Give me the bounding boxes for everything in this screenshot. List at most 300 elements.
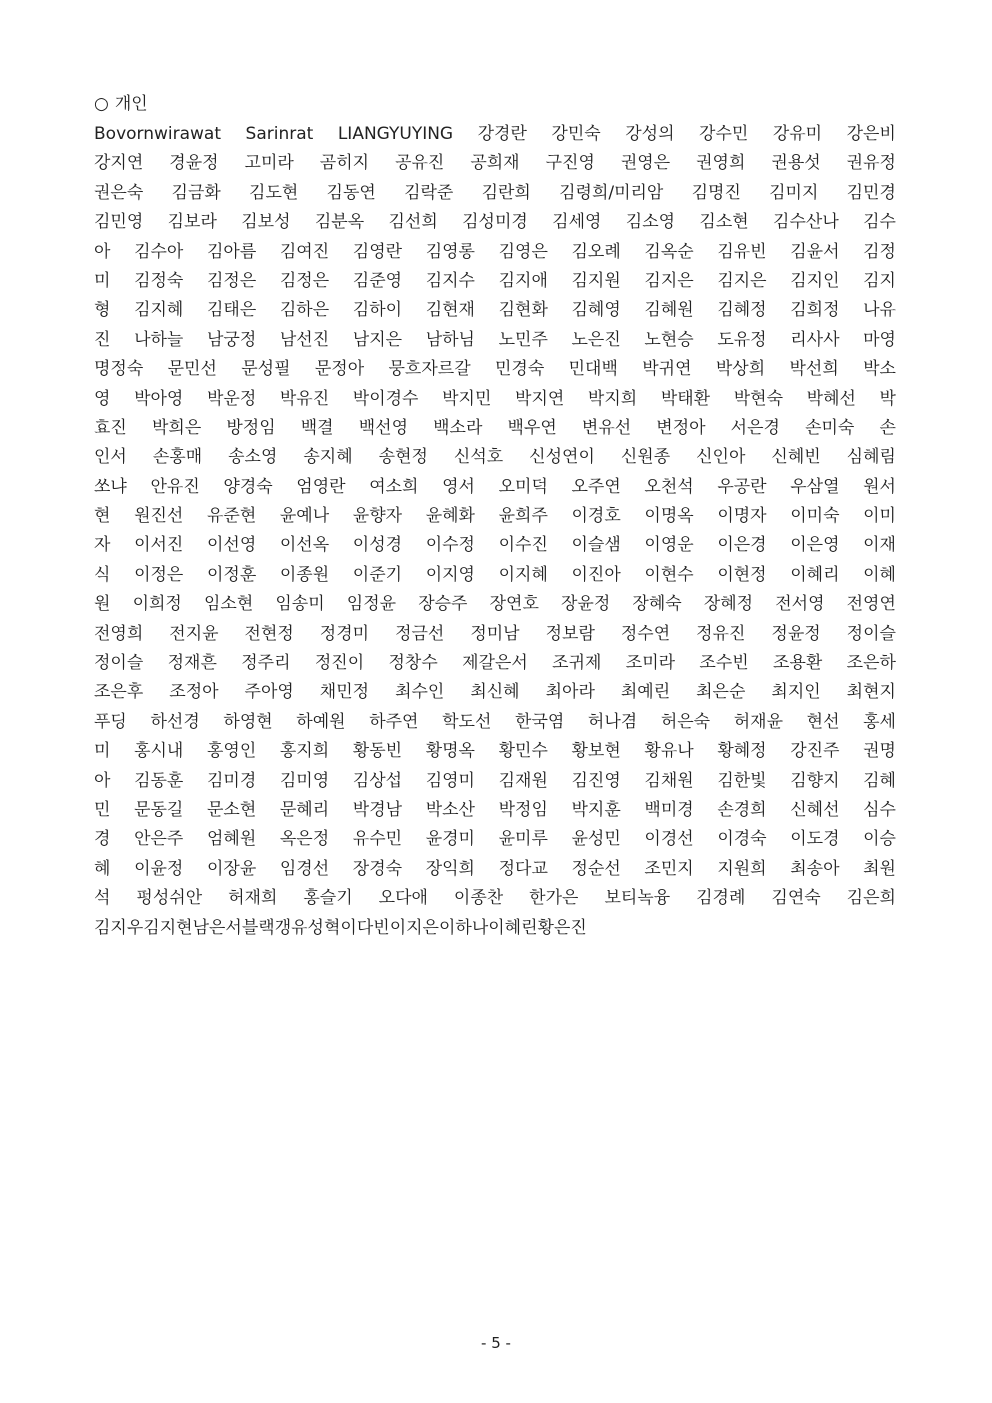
name-entry: 나유: [863, 300, 896, 321]
name-entry: 조용환: [773, 653, 823, 674]
name-entry: 김민경: [846, 182, 896, 203]
name-entry: 김도현: [249, 182, 299, 203]
name-entry: 윤혜화: [425, 506, 475, 527]
name-entry: 김지은: [644, 270, 694, 291]
name-entry: 김혜영: [571, 300, 621, 321]
name-entry: 이명옥: [644, 506, 694, 527]
name-entry: 윤희주: [498, 506, 548, 527]
name-entry: 이명자: [717, 506, 767, 527]
name-entry: 변유선: [581, 417, 632, 438]
name-entry: 허은숙: [660, 711, 711, 732]
name-entry: 우삼열: [790, 476, 840, 497]
name-entry: 미: [94, 270, 111, 291]
name-entry: 남궁정: [206, 329, 257, 350]
name-list-line: [94, 825, 896, 854]
name-entry: 최송아: [790, 858, 840, 879]
name-entry: 주아영: [244, 682, 294, 703]
name-entry: 한가은: [529, 888, 579, 909]
name-list-line: [94, 767, 896, 796]
name-list-line: [94, 590, 896, 619]
name-entry: 손경희: [717, 799, 767, 820]
name-entry: 장익희: [425, 858, 475, 879]
name-entry: 이준기: [352, 564, 403, 585]
name-entry: 옥은정: [279, 829, 330, 850]
name-entry: 이승: [863, 829, 896, 850]
name-entry: 조은후: [94, 682, 144, 703]
name-entry: 백우연: [507, 417, 557, 438]
name-entry: 장윤정: [561, 594, 611, 615]
name-entry: 권은숙: [94, 182, 144, 203]
name-entry: 남지은: [352, 329, 403, 350]
name-entry: 윤미루: [498, 829, 548, 850]
name-entry: 김선희: [388, 212, 438, 233]
name-entry: 김경례: [696, 888, 746, 909]
name-entry: 도유정: [717, 329, 767, 350]
name-entry: 박이경수: [352, 388, 419, 409]
name-entry: 권명: [863, 741, 896, 762]
name-entry: 황유나: [644, 741, 694, 762]
name-entry: 정보람: [545, 623, 595, 644]
name-entry: 김민영: [94, 212, 144, 233]
name-entry: 정미남: [470, 623, 520, 644]
name-entry: 이다빈: [340, 917, 390, 938]
circle-bullet-icon: ○: [94, 94, 109, 114]
name-entry: 노현승: [644, 329, 694, 350]
name-entry: 손미숙: [805, 417, 855, 438]
name-entry: 진: [94, 329, 111, 350]
name-entry: 김아름: [206, 241, 257, 262]
name-entry: 장연호: [489, 594, 539, 615]
name-entry: 학도선: [442, 711, 492, 732]
name-entry: 김수아: [134, 241, 184, 262]
name-entry: 이종찬: [453, 888, 504, 909]
name-entry: 송현정: [378, 447, 428, 468]
name-entry: 이재: [863, 535, 896, 556]
name-entry: 석: [94, 888, 111, 909]
name-entry: 이영운: [644, 535, 694, 556]
name-entry: Sarinrat: [245, 124, 314, 144]
name-entry: 김수: [863, 212, 896, 233]
name-entry: 황동빈: [352, 741, 403, 762]
name-entry: 블랙갱: [241, 917, 292, 938]
name-entry: 권용섯: [771, 153, 821, 174]
name-list-line: [94, 473, 896, 502]
name-entry: 이경숙: [717, 829, 767, 850]
name-entry: 임송미: [275, 594, 325, 615]
name-entry: 강진주: [790, 741, 840, 762]
name-entry: 민경숙: [494, 359, 545, 380]
name-entry: 공희재: [470, 153, 520, 174]
name-entry: 전현정: [244, 623, 294, 644]
name-entry: 안은주: [134, 829, 184, 850]
name-entry: 조수빈: [699, 653, 749, 674]
name-entry: 김오례: [571, 241, 621, 262]
name-entry: 이장윤: [206, 858, 257, 879]
name-entry: 김진영: [571, 770, 621, 791]
name-entry: 문민선: [167, 359, 217, 380]
name-entry: 이정훈: [206, 564, 257, 585]
name-entry: 장혜숙: [632, 594, 682, 615]
name-entry: 정이슬: [94, 653, 144, 674]
name-list-line: [94, 914, 896, 943]
name-entry: 조미라: [625, 653, 676, 674]
name-entry: 변정아: [656, 417, 706, 438]
name-entry: 안유진: [150, 476, 200, 497]
name-entry: 마영: [863, 329, 896, 350]
name-entry: 조귀제: [552, 653, 602, 674]
name-entry: 장혜정: [703, 594, 754, 615]
name-entry: 효진: [94, 417, 127, 438]
name-entry: 권영희: [696, 153, 746, 174]
name-list-line: [94, 737, 896, 766]
name-entry: 김지현: [143, 917, 193, 938]
name-entry: 서은경: [730, 417, 780, 438]
name-entry: 리사사: [790, 329, 840, 350]
name-entry: 채민정: [319, 682, 370, 703]
name-entry: 박아영: [134, 388, 184, 409]
name-entry: 전지윤: [169, 623, 219, 644]
name-entry: 원진선: [134, 506, 184, 527]
name-entry: 신원종: [620, 447, 671, 468]
name-entry: 구진영: [545, 153, 595, 174]
name-entry: 김수산나: [773, 212, 839, 233]
name-entry: 홍세: [863, 711, 896, 732]
name-entry: 박지희: [587, 388, 638, 409]
name-entry: 이선옥: [279, 535, 330, 556]
name-entry: 김현화: [498, 300, 548, 321]
name-entry: 정주리: [241, 653, 291, 674]
name-entry: 송지혜: [303, 447, 353, 468]
name-entry: 강은비: [846, 124, 896, 144]
name-entry: 김준영: [352, 270, 403, 291]
name-entry: 김은희: [846, 888, 896, 909]
name-entry: 최현지: [846, 682, 896, 703]
name-entry: 영서: [442, 476, 475, 497]
name-entry: 허재희: [228, 888, 278, 909]
name-entry: 김분옥: [314, 212, 365, 233]
name-list-line: [94, 531, 896, 560]
name-entry: 허나겸: [587, 711, 638, 732]
name-entry: 영: [94, 388, 111, 409]
name-entry: 김지우: [94, 917, 144, 938]
name-entry: 이혜: [863, 564, 896, 585]
name-entry: 허재윤: [733, 711, 784, 732]
name-entry: 유성혁: [291, 917, 341, 938]
name-entry: 박선희: [789, 359, 839, 380]
name-list-line: [94, 149, 896, 178]
name-entry: 손: [879, 417, 896, 438]
name-entry: 고미라: [244, 153, 294, 174]
name-entry: 민: [94, 799, 111, 820]
name-entry: 현선: [806, 711, 840, 732]
name-entry: 정순선: [571, 858, 621, 879]
name-entry: 김란희: [481, 182, 531, 203]
name-entry: 김락준: [404, 182, 454, 203]
name-entry: 정금선: [395, 623, 445, 644]
name-entry: 하영현: [223, 711, 273, 732]
name-entry: 이미숙: [790, 506, 840, 527]
name-entry: 박지연: [515, 388, 565, 409]
name-entry: 노은진: [571, 329, 621, 350]
name-entry: 이성경: [352, 535, 403, 556]
name-entry: 명정숙: [94, 359, 144, 380]
name-entry: 황은진: [537, 917, 587, 938]
name-entry: 이은영: [790, 535, 840, 556]
name-entry: 김상섭: [352, 770, 403, 791]
name-entry: 임정윤: [346, 594, 397, 615]
name-entry: 정창수: [388, 653, 438, 674]
name-entry: 이선영: [206, 535, 257, 556]
name-entry: 김동훈: [134, 770, 184, 791]
name-entry: 이슬샘: [571, 535, 621, 556]
name-entry: 김보성: [241, 212, 291, 233]
name-entry: 이지영: [425, 564, 475, 585]
name-entry: 제갈은서: [462, 653, 528, 674]
name-entry: 김보라: [167, 212, 217, 233]
name-entry: 이도경: [790, 829, 840, 850]
name-entry: 김영은: [498, 241, 548, 262]
name-entry: 김세영: [552, 212, 602, 233]
name-entry: 홍영인: [206, 741, 257, 762]
name-entry: 김옥순: [644, 241, 694, 262]
name-list-line: [94, 884, 896, 913]
name-entry: 최원: [863, 858, 896, 879]
name-entry: 윤예나: [279, 506, 330, 527]
name-entry: 김지수: [425, 270, 475, 291]
name-entry: 김미경: [206, 770, 257, 791]
name-entry: 이수정: [425, 535, 475, 556]
name-list-line: [94, 120, 896, 149]
name-entry: 쏘냐: [94, 476, 127, 497]
name-entry: 이서진: [134, 535, 184, 556]
name-list-line: [94, 208, 896, 237]
name-entry: 백결: [300, 417, 334, 438]
name-entry: 정재흔: [167, 653, 217, 674]
name-list-line: [94, 267, 896, 296]
name-entry: 오천석: [644, 476, 694, 497]
name-entry: 이미: [863, 506, 896, 527]
name-entry: 김채원: [644, 770, 694, 791]
name-entry: 이경선: [644, 829, 694, 850]
name-entry: 최신혜: [470, 682, 520, 703]
name-entry: 박소: [863, 359, 896, 380]
name-entry: 최아라: [545, 682, 595, 703]
name-entry: 김소영: [625, 212, 676, 233]
name-list-line: [94, 649, 896, 678]
name-entry: 우공란: [717, 476, 767, 497]
name-entry: 백선영: [358, 417, 408, 438]
name-entry: 김혜정: [717, 300, 767, 321]
name-entry: 양경숙: [223, 476, 273, 497]
name-entry: 유수민: [352, 829, 403, 850]
name-entry: 김영롱: [425, 241, 475, 262]
name-entry: 강민숙: [551, 124, 601, 144]
name-entry: 손홍매: [152, 447, 203, 468]
name-entry: 정이슬: [846, 623, 896, 644]
name-entry: 전영연: [846, 594, 896, 615]
name-entry: 김명진: [691, 182, 741, 203]
name-entry: 박희은: [151, 417, 202, 438]
name-entry: 방정임: [226, 417, 276, 438]
name-entry: 박지민: [442, 388, 492, 409]
name-entry: 정경미: [319, 623, 370, 644]
name-entry: 식: [94, 564, 111, 585]
name-entry: 이현수: [644, 564, 694, 585]
name-list-line: [94, 238, 896, 267]
name-entry: 아: [94, 770, 111, 791]
name-entry: 박운정: [206, 388, 257, 409]
name-entry: 김유빈: [717, 241, 767, 262]
name-entry: 하선경: [150, 711, 200, 732]
name-entry: 임경선: [279, 858, 330, 879]
name-entry: 하예원: [296, 711, 346, 732]
name-entry: 아: [94, 241, 111, 262]
name-entry: 김정: [863, 241, 896, 262]
name-entry: 남하님: [425, 329, 475, 350]
name-entry: 김지은: [717, 270, 767, 291]
name-entry: 백미경: [644, 799, 694, 820]
name-entry: 강유미: [772, 124, 823, 144]
name-entry: 김영미: [425, 770, 475, 791]
name-entry: 홍지희: [279, 741, 330, 762]
name-entry: 신혜빈: [771, 447, 821, 468]
name-entry: 혜: [94, 858, 111, 879]
section-heading: [94, 92, 148, 116]
name-entry: 공유진: [395, 153, 445, 174]
name-entry: 최은순: [696, 682, 746, 703]
name-entry: 김지인: [790, 270, 840, 291]
name-entry: Bovornwirawat: [94, 124, 222, 144]
name-entry: 황명옥: [425, 741, 475, 762]
name-entry: 보티녹융: [604, 888, 671, 909]
name-entry: 권영은: [620, 153, 671, 174]
name-entry: 김윤서: [790, 241, 840, 262]
name-entry: 김영란: [352, 241, 403, 262]
name-entry: 이혜리: [790, 564, 840, 585]
name-entry: 윤경미: [425, 829, 475, 850]
name-entry: 신혜선: [790, 799, 840, 820]
name-entry: 홍슬기: [303, 888, 353, 909]
name-entry: 하주연: [369, 711, 419, 732]
name-entry: 박지훈: [571, 799, 621, 820]
name-entry: 신성연이: [529, 447, 595, 468]
name-entry: 권유정: [846, 153, 896, 174]
name-entry: 김희정: [790, 300, 840, 321]
name-entry: 이진아: [571, 564, 621, 585]
name-list-line: [94, 179, 896, 208]
name-entry: 심혜림: [846, 447, 896, 468]
name-entry: 이하나: [438, 917, 489, 938]
name-entry: 정유진: [696, 623, 746, 644]
name-list-line: [94, 796, 896, 825]
name-entry: 김연숙: [771, 888, 821, 909]
name-entry: 김현재: [425, 300, 475, 321]
name-list-line: [94, 296, 896, 325]
name-entry: 박현숙: [733, 388, 784, 409]
name-entry: 김재원: [498, 770, 548, 791]
section-title: 개인: [114, 94, 148, 114]
name-entry: 정다교: [498, 858, 548, 879]
name-entry: 형: [94, 300, 111, 321]
name-entry: 강수민: [699, 124, 749, 144]
name-entry: 강지연: [94, 153, 144, 174]
name-entry: 전서영: [775, 594, 825, 615]
name-entry: 박유진: [279, 388, 330, 409]
name-entry: 조은하: [846, 653, 896, 674]
name-entry: 이지은: [389, 917, 439, 938]
name-entry: 문동길: [134, 799, 184, 820]
name-entry: 정수연: [620, 623, 671, 644]
name-list: [94, 120, 896, 943]
name-entry: 미: [94, 741, 111, 762]
name-entry: 이정은: [134, 564, 184, 585]
name-entry: 신석호: [453, 447, 504, 468]
name-list-line: [94, 385, 896, 414]
name-entry: 박정임: [498, 799, 548, 820]
name-entry: 박경남: [352, 799, 403, 820]
name-entry: 장경숙: [352, 858, 403, 879]
name-entry: 이지혜: [498, 564, 548, 585]
name-entry: 황보현: [571, 741, 621, 762]
name-entry: 정진이: [314, 653, 365, 674]
name-entry: 자: [94, 535, 111, 556]
name-list-line: [94, 355, 896, 384]
name-entry: 전영희: [94, 623, 144, 644]
name-entry: 곰히지: [319, 153, 370, 174]
name-entry: 남은서: [192, 917, 242, 938]
name-entry: 이혜린: [488, 917, 538, 938]
name-entry: 김하이: [352, 300, 403, 321]
name-entry: 조정아: [169, 682, 219, 703]
name-entry: 장승주: [418, 594, 468, 615]
name-entry: 김하은: [279, 300, 330, 321]
name-entry: 최지인: [771, 682, 821, 703]
name-entry: 윤성민: [571, 829, 621, 850]
name-entry: 현: [94, 506, 111, 527]
name-entry: 황혜정: [717, 741, 767, 762]
name-entry: 김지: [863, 270, 896, 291]
name-entry: 문정아: [314, 359, 365, 380]
name-entry: 이경호: [571, 506, 621, 527]
name-entry: 임소현: [203, 594, 254, 615]
name-entry: 지원희: [717, 858, 767, 879]
name-list-line: [94, 443, 896, 472]
name-entry: 이현정: [717, 564, 767, 585]
name-list-line: [94, 708, 896, 737]
name-entry: 박: [879, 388, 896, 409]
name-entry: 신인아: [696, 447, 746, 468]
name-entry: 이수진: [498, 535, 548, 556]
name-entry: 뭉흐자르갈: [388, 359, 471, 380]
name-entry: 나하늘: [134, 329, 184, 350]
name-entry: 김미지: [769, 182, 819, 203]
name-entry: 윤향자: [352, 506, 403, 527]
name-entry: 김태은: [206, 300, 257, 321]
name-entry: 김정은: [206, 270, 257, 291]
name-entry: 강성의: [625, 124, 675, 144]
name-entry: 김미영: [279, 770, 330, 791]
name-list-line: [94, 414, 896, 443]
name-entry: 김향지: [790, 770, 840, 791]
name-entry: 원: [94, 594, 111, 615]
name-entry: 박태환: [660, 388, 711, 409]
name-entry: 황민수: [498, 741, 548, 762]
name-entry: 송소영: [228, 447, 278, 468]
name-entry: 오미덕: [498, 476, 548, 497]
name-entry: 김여진: [279, 241, 330, 262]
name-entry: 김지원: [571, 270, 621, 291]
name-entry: 남선진: [279, 329, 330, 350]
